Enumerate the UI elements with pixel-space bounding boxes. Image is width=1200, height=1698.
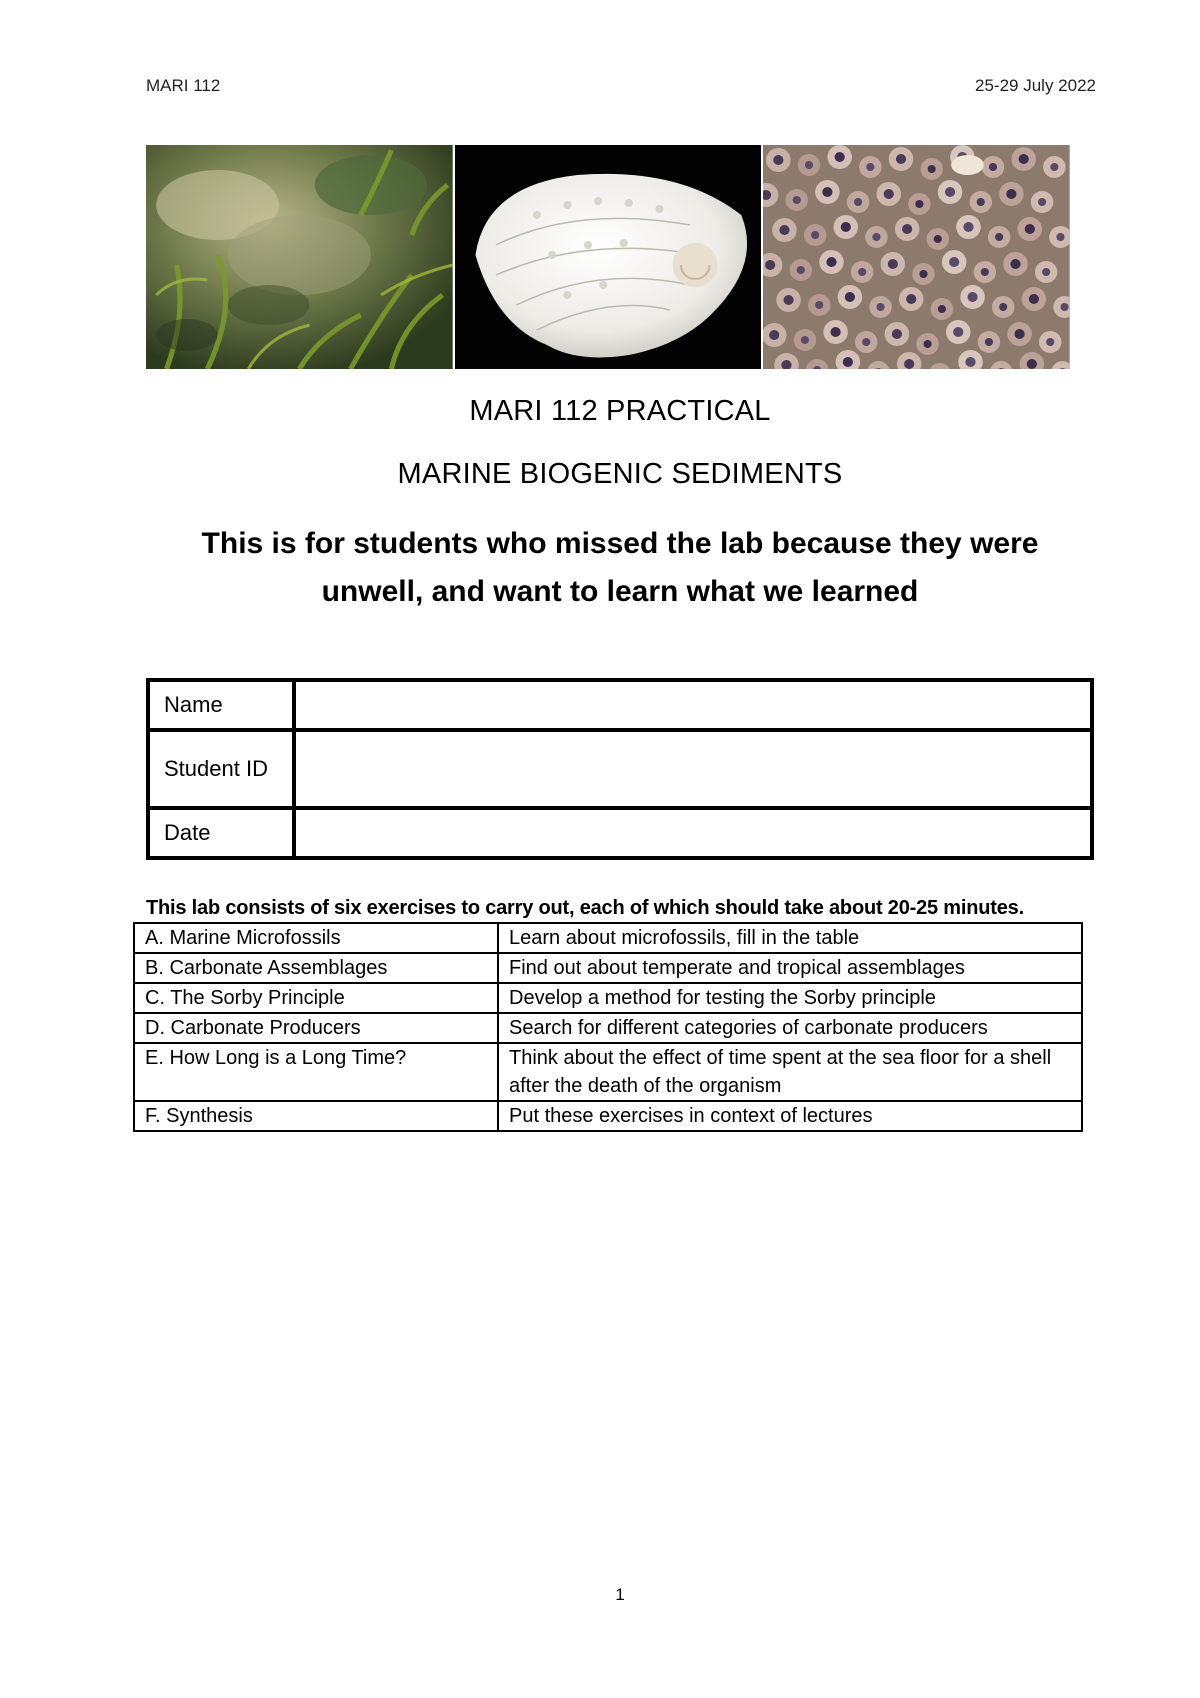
exercise-description: Search for different categories of carbonate producers — [498, 1013, 1082, 1043]
header-photo-strip — [146, 145, 1070, 369]
table-row — [134, 983, 1082, 1013]
table-row — [134, 1043, 1082, 1101]
header-date: 25-29 July 2022 — [975, 76, 1096, 95]
exercises-table — [133, 922, 1083, 1132]
exercise-description: Develop a method for testing the Sorby principle — [498, 983, 1082, 1013]
date-field[interactable] — [294, 808, 1092, 858]
audience-note: This is for students who missed the lab because they were unwell, and want to learn what we learned — [201, 527, 1039, 608]
table-row — [134, 1101, 1082, 1131]
exercise-name: B. Carbonate Assemblages — [134, 953, 498, 983]
practical-topic: MARINE BIOGENIC SEDIMENTS — [397, 458, 843, 490]
name-label: Name — [148, 680, 294, 730]
nautilus-shell-photo — [455, 145, 762, 369]
student-id-field[interactable] — [294, 730, 1092, 808]
exercise-description: Find out about temperate and tropical assemblages — [498, 953, 1082, 983]
exercise-description: Learn about microfossils, fill in the table — [498, 923, 1082, 953]
table-row — [134, 1013, 1082, 1043]
exercise-name: D. Carbonate Producers — [134, 1013, 498, 1043]
date-label: Date — [148, 808, 294, 858]
exercise-description: Think about the effect of time spent at the sea floor for a shell after the death of the organism — [498, 1043, 1082, 1101]
exercise-name: F. Synthesis — [134, 1101, 498, 1131]
exercise-name: A. Marine Microfossils — [134, 923, 498, 953]
practical-title: MARI 112 PRACTICAL — [469, 395, 771, 427]
student-id-label: Student ID — [148, 730, 294, 808]
student-info-table — [146, 678, 1094, 860]
name-row — [148, 680, 1092, 730]
snail-shells-photo — [763, 145, 1070, 369]
table-row — [134, 953, 1082, 983]
exercise-description: Put these exercises in context of lectures — [498, 1101, 1082, 1131]
exercises-intro: This lab consists of six exercises to carry out, each of which should take about 20-25 minutes. — [146, 897, 1024, 919]
exercise-name: C. The Sorby Principle — [134, 983, 498, 1013]
name-field[interactable] — [294, 680, 1092, 730]
header-course: MARI 112 — [146, 76, 221, 95]
tidepool-seaweed-photo — [146, 145, 453, 369]
date-row — [148, 808, 1092, 858]
exercise-name: E. How Long is a Long Time? — [134, 1043, 498, 1101]
table-row — [134, 923, 1082, 953]
student-id-row — [148, 730, 1092, 808]
page-number: 1 — [615, 1585, 625, 1604]
